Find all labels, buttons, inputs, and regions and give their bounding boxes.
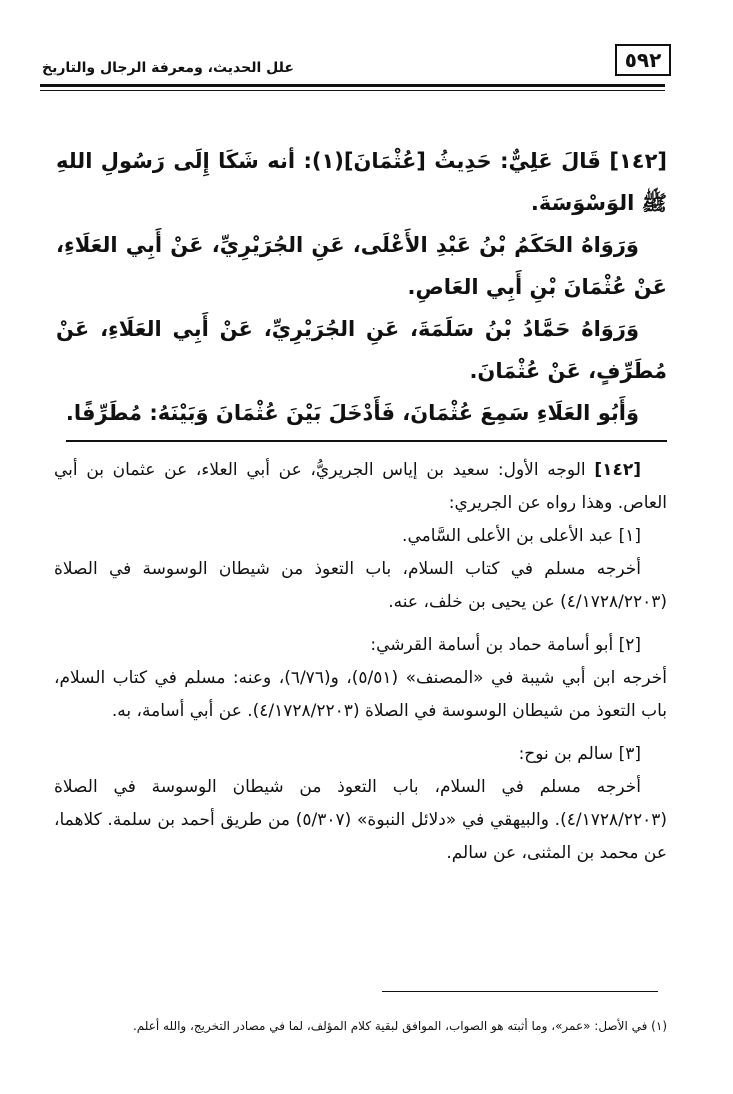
main-paragraph-2: وَرَوَاهُ الحَكَمُ بْنُ عَبْدِ الأَعْلَى، عَنِ الجُرَيْرِيِّ، عَنْ أَبِي العَلَاءِ، عَنْ عُثْمَانَ بْنِ أَبِي العَاصِ. [56, 233, 667, 299]
main-paragraph-1: [١٤٢] قَالَ عَلِيٌّ: حَدِيثُ [عُثْمَانَ](١): أنه شَكَا إِلَى رَسُولِ اللهِ ﷺ الوَسْوَسَةَ. [56, 149, 667, 215]
running-title: علل الحديث، ومعرفة الرجال والتاريخ [42, 60, 294, 76]
footnote: (١) في الأصل: «عمر»، وما أثبته هو الصواب، الموافق لبقية كلام المؤلف، لما في مصادر التخريج، والله أعلم. [132, 1019, 667, 1033]
commentary [54, 454, 667, 870]
main-paragraph-3: وَرَوَاهُ حَمَّادُ بْنُ سَلَمَةَ، عَنِ الجُرَيْرِيِّ، عَنْ أَبِي العَلَاءِ، عَنْ مُطَرِّفٍ، عَنْ عُثْمَانَ. [56, 317, 667, 383]
text-separator [66, 440, 667, 442]
commentary-intro [54, 454, 667, 520]
main-text [56, 140, 667, 434]
entry-1-label: [١] عبد الأعلى بن الأعلى السَّامي. [402, 526, 641, 546]
entry-2-label: [٢] أبو أسامة حماد بن أسامة القرشي: [370, 635, 641, 655]
entry-1-text: أخرجه مسلم في كتاب السلام، باب التعوذ من شيطان الوسوسة في الصلاة (٤/١٧٢٨/٢٢٠٣) عن يحيى بن خلف، عنه. [54, 559, 667, 612]
entry-3-label: [٣] سالم بن نوح: [518, 744, 641, 764]
footnote-rule [382, 991, 658, 992]
page-number: ٥٩٢ [615, 44, 671, 76]
entry-2-text: أخرجه ابن أبي شيبة في «المصنف» (٥/٥١)، و(٦/٧٦)، وعنه: مسلم في كتاب السلام، باب التعوذ من شيطان الوسوسة في الصلاة (٤/١٧٢٨/٢٢٠٣). عن أبي أسامة، به. [54, 668, 667, 721]
header-rule-thick [40, 84, 665, 87]
main-paragraph-4: وَأَبُو العَلَاءِ سَمِعَ عُثْمَانَ، فَأَدْخَلَ بَيْنَ عُثْمَانَ وَبَيْنَهُ: مُطَرِّفًا. [65, 401, 639, 425]
commentary-intro-text: الوجه الأول: سعيد بن إياس الجريريُّ، عن أبي العلاء، عن عثمان بن أبي العاص. وهذا رواه عن الجريري: [54, 460, 667, 513]
commentary-number: [١٤٢] [594, 460, 642, 480]
header-rule-thin [40, 90, 665, 91]
entry-3-text: أخرجه مسلم في السلام، باب التعوذ من شيطان الوسوسة في الصلاة (٤/١٧٢٨/٢٢٠٣). والبيهقي في «دلائل النبوة» (٥/٣٠٧) من طريق أحمد بن سلمة. كلاهما، عن محمد بن المثنى، عن سالم. [54, 777, 667, 863]
